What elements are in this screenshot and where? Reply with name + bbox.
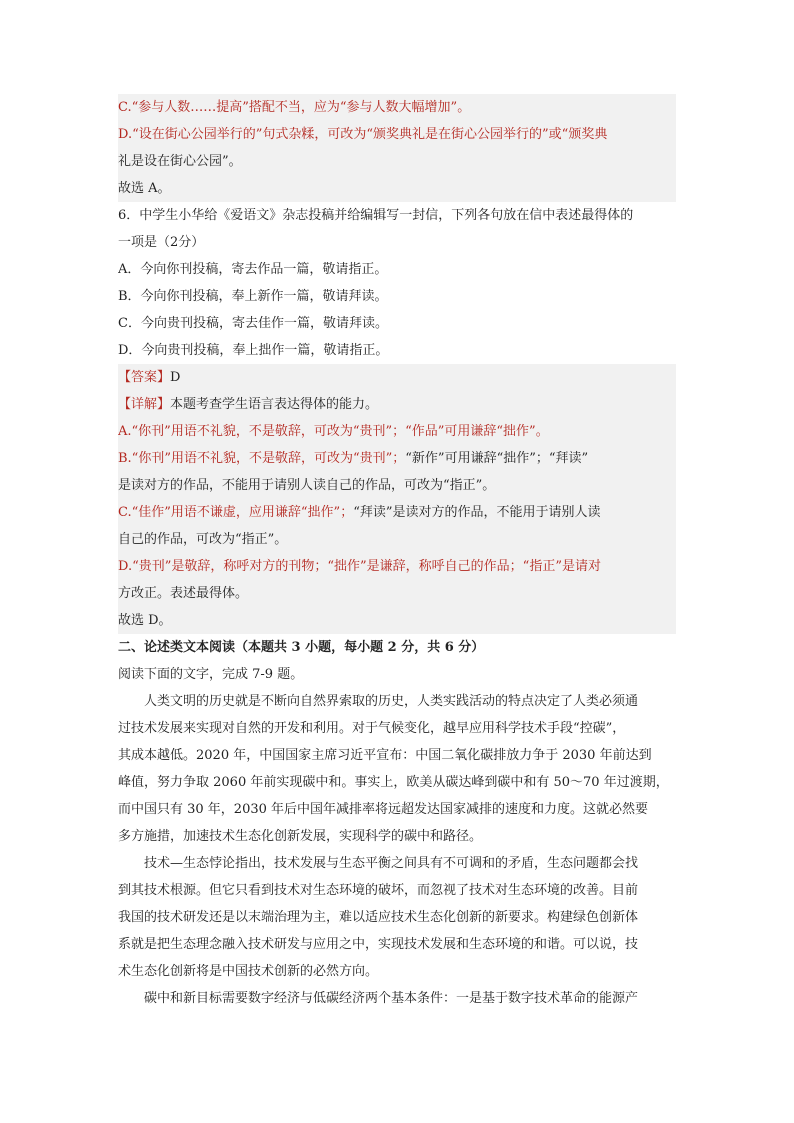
passage-para1-line: 其成本越低。2020 年，中国国家主席习近平宣布：中国二氧化碳排放力争于 2030 年前达到 bbox=[118, 748, 652, 763]
passage-para1-line: 过技术发展来实现对自然的开发和利用。对于气候变化，越早应用科学技术手段“控碳”， bbox=[118, 721, 626, 736]
question6-stem-line2: 一项是（2分） bbox=[118, 235, 205, 250]
detail-intro: 本题考查学生语言表达得体的能力。 bbox=[170, 397, 379, 412]
document-page bbox=[118, 94, 676, 1012]
question6-option-b: B．今向你刊投稿，奉上新作一篇，敬请拜读。 bbox=[118, 289, 388, 304]
passage-para2-line: 到其技术根源。但它只看到技术对生态环境的破坏，而忽视了技术对生态环境的改善。目前 bbox=[118, 883, 639, 898]
passage-para3-line: 碳中和新目标需要数字经济与低碳经济两个基本条件：一是基于数字技术革命的能源产 bbox=[144, 991, 639, 1006]
analysis-option-d-line2: 礼是设在街心公园”。 bbox=[118, 148, 676, 175]
analysis-conclusion: 故选 A。 bbox=[118, 175, 676, 202]
passage-para2-line: 技术—生态悖论指出，技术发展与生态平衡之间具有不可调和的矛盾，生态问题都会找 bbox=[144, 856, 639, 871]
section2-heading: 二、论述类文本阅读（本题共 3 小题，每小题 2 分，共 6 分） bbox=[118, 640, 485, 655]
detail-option-d-line1: D.“贵刊”是敬辞，称呼对方的刊物；“拙作”是谦辞，称呼自己的作品；“指正”是请对 bbox=[118, 553, 676, 580]
question6-option-a: A．今向你刊投稿，寄去作品一篇，敬请指正。 bbox=[118, 262, 388, 277]
detail-line bbox=[118, 391, 676, 418]
detail-tag: 【详解】 bbox=[118, 397, 171, 412]
analysis-option-c: C.“参与人数……提高”搭配不当，应为“参与人数大幅增加”。 bbox=[118, 94, 676, 121]
passage-para1-line: 多方施措，加速技术生态化创新发展，实现科学的碳中和路径。 bbox=[118, 829, 483, 844]
question6-stem-line1: 6．中学生小华给《爱语文》杂志投稿并给编辑写一封信，下列各句放在信中表述最得体的 bbox=[118, 208, 634, 223]
detail-option-b-red: B.“你刊”用语不礼貌，不是敬辞，可改为“贵刊”； bbox=[118, 451, 406, 466]
detail-option-c-line1 bbox=[118, 499, 676, 526]
detail-option-a: A.“你刊”用语不礼貌，不是敬辞，可改为“贵刊”；“作品”可用谦辞“拙作”。 bbox=[118, 418, 676, 445]
detail-option-c-black: “拜读”是读对方的作品，不能用于请别人读 bbox=[353, 505, 601, 520]
question6-option-d: D．今向贵刊投稿，奉上拙作一篇，敬请指正。 bbox=[118, 343, 389, 358]
section2-instruction: 阅读下面的文字，完成 7-9 题。 bbox=[118, 667, 304, 682]
passage-para2-line: 我国的技术研发还是以末端治理为主，难以适应技术生态化创新的新要求。构建绿色创新体 bbox=[118, 910, 639, 925]
detail-option-b-black: “新作”可用谦辞“拙作”；“拜读” bbox=[405, 451, 589, 466]
passage-para1-line: 而中国只有 30 年，2030 年后中国年减排率将远超发达国家减排的速度和力度。这就必然要 bbox=[118, 802, 649, 817]
analysis-option-d-line1: D.“设在街心公园举行的”句式杂糅，可改为“颁奖典礼是在街心公园举行的”或“颁奖典 bbox=[118, 121, 676, 148]
detail-option-d-line2: 方改正。表述最得体。 bbox=[118, 580, 676, 607]
passage-para1-line: 人类文明的历史就是不断向自然界索取的历史，人类实践活动的特点决定了人类必须通 bbox=[144, 694, 639, 709]
detail-option-b-line1 bbox=[118, 445, 676, 472]
answer-tag: 【答案】 bbox=[118, 370, 171, 385]
detail-option-b-line2: 是读对方的作品，不能用于请别人读自己的作品，可改为“指正”。 bbox=[118, 472, 676, 499]
passage-para2-line: 术生态化创新将是中国技术创新的必然方向。 bbox=[118, 964, 379, 979]
detail-conclusion: 故选 D。 bbox=[118, 607, 676, 634]
passage-para1-line: 峰值，努力争取 2060 年前实现碳中和。事实上，欧美从碳达峰到碳中和有 50～70 年过渡期， bbox=[118, 775, 669, 790]
answer-line bbox=[118, 364, 676, 391]
passage-para2-line: 系就是把生态理念融入技术研发与应用之中，实现技术发展和生态环境的和谐。可以说，技 bbox=[118, 937, 639, 952]
detail-option-c-red: C.“佳作”用语不谦虚，应用谦辞“拙作”； bbox=[118, 505, 354, 520]
detail-option-c-line2: 自己的作品，可改为“指正”。 bbox=[118, 526, 676, 553]
question6-option-c: C．今向贵刊投稿，寄去佳作一篇，敬请拜读。 bbox=[118, 316, 388, 331]
answer-value: D bbox=[170, 370, 181, 385]
